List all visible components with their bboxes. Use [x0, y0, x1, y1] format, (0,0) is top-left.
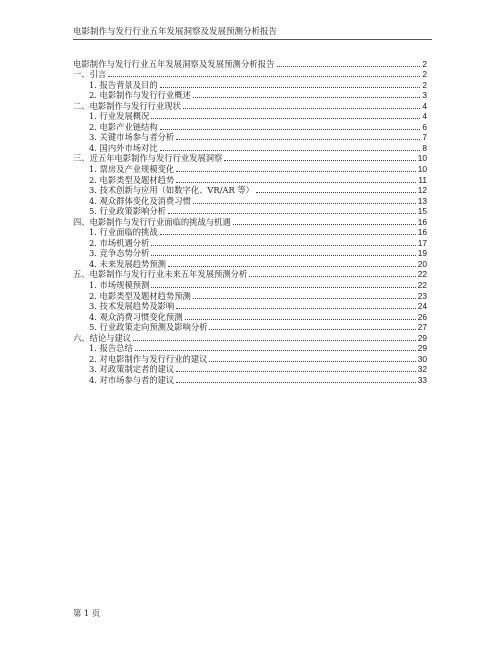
- toc-page-number: 30: [417, 353, 427, 364]
- toc-dot-leader: [224, 160, 415, 161]
- toc-subsection-entry[interactable]: [73, 90, 427, 101]
- toc-entry-label: 4. 观众消费习惯变化预测: [89, 311, 183, 322]
- toc-page-number: 2: [422, 79, 427, 90]
- toc-dot-leader: [183, 108, 421, 109]
- toc-subsection-entry[interactable]: [73, 248, 427, 259]
- toc-page-number: 10: [417, 164, 427, 175]
- toc-subsection-entry[interactable]: [73, 364, 427, 375]
- toc-page-number: 29: [417, 332, 427, 343]
- toc-entry-label: 1. 票房及产业规模变化: [89, 164, 175, 175]
- toc-entry-label: 四、电影制作与发行行业面临的挑战与机遇: [73, 216, 231, 227]
- toc-entry-label: 电影制作与发行行业五年发展洞察及发展预测分析报告: [73, 58, 275, 69]
- toc-dot-leader: [193, 203, 416, 204]
- toc-subsection-entry[interactable]: [73, 132, 427, 143]
- toc-section-entry[interactable]: [73, 332, 427, 343]
- toc-title-entry[interactable]: [73, 58, 427, 69]
- toc-entry-label: 2. 对电影制作与发行行业的建议: [89, 353, 208, 364]
- toc-page-number: 19: [417, 248, 427, 259]
- toc-entry-label: 5. 行业政策影响分析: [89, 206, 166, 217]
- toc-dot-leader: [160, 87, 421, 88]
- toc-section-entry[interactable]: [73, 216, 427, 227]
- toc-page-number: 2: [422, 58, 427, 69]
- toc-page-number: 23: [417, 290, 427, 301]
- toc-subsection-entry[interactable]: [73, 353, 427, 364]
- toc-page-number: 24: [417, 301, 427, 312]
- toc-subsection-entry[interactable]: [73, 227, 427, 238]
- toc-dot-leader: [160, 150, 421, 151]
- toc-entry-label: 2. 市场机遇分析: [89, 237, 150, 248]
- toc-entry-label: 3. 对政策制定者的建议: [89, 364, 175, 375]
- toc-page-number: 15: [417, 206, 427, 217]
- toc-subsection-entry[interactable]: [73, 343, 427, 354]
- toc-section-entry[interactable]: [73, 69, 427, 80]
- toc-subsection-entry[interactable]: [73, 258, 427, 269]
- toc-dot-leader: [151, 287, 415, 288]
- toc-dot-leader: [249, 276, 416, 277]
- toc-page-number: 27: [417, 322, 427, 333]
- toc-subsection-entry[interactable]: [73, 322, 427, 333]
- toc-dot-leader: [176, 182, 416, 183]
- toc-entry-label: 2. 电影类型及题材趋势预测: [89, 290, 191, 301]
- toc-page-number: 26: [417, 311, 427, 322]
- toc-dot-leader: [176, 371, 416, 372]
- toc-entry-label: 3. 技术创新与应用（如数字化、VR/AR 等）: [89, 185, 254, 196]
- toc-subsection-entry[interactable]: [73, 237, 427, 248]
- toc-page-number: 4: [422, 100, 427, 111]
- toc-entry-label: 3. 关键市场参与者分析: [89, 132, 175, 143]
- toc-entry-label: 3. 竞争态势分析: [89, 248, 150, 259]
- toc-dot-leader: [209, 361, 415, 362]
- toc-subsection-entry[interactable]: [73, 185, 427, 196]
- toc-entry-label: 5. 行业政策走向预测及影响分析: [89, 322, 208, 333]
- toc-page-number: 20: [417, 258, 427, 269]
- toc-entry-label: 二、电影制作与发行行业现状: [73, 100, 181, 111]
- toc-subsection-entry[interactable]: [73, 374, 427, 385]
- toc-dot-leader: [151, 255, 415, 256]
- toc-entry-label: 1. 报告背景及目的: [89, 79, 158, 90]
- toc-subsection-entry[interactable]: [73, 79, 427, 90]
- toc-entry-label: 1. 行业面临的挑战: [89, 227, 158, 238]
- toc-entry-label: 4. 国内外市场对比: [89, 142, 158, 153]
- toc-subsection-entry[interactable]: [73, 174, 427, 185]
- toc-section-entry[interactable]: [73, 100, 427, 111]
- toc-dot-leader: [233, 224, 416, 225]
- toc-page-number: 6: [422, 121, 427, 132]
- toc-subsection-entry[interactable]: [73, 142, 427, 153]
- toc-subsection-entry[interactable]: [73, 111, 427, 122]
- toc-dot-leader: [277, 66, 421, 67]
- toc-entry-label: 三、近五年电影制作与发行行业发展洞察: [73, 153, 223, 164]
- toc-entry-label: 4. 未来发展趋势预测: [89, 258, 166, 269]
- toc-subsection-entry[interactable]: [73, 301, 427, 312]
- toc-subsection-entry[interactable]: [73, 311, 427, 322]
- toc-dot-leader: [176, 139, 420, 140]
- toc-page-number: 11: [418, 174, 427, 185]
- page-header: 电影制作与发行行业五年发展洞察及发展预测分析报告: [73, 27, 278, 37]
- toc-section-entry[interactable]: [73, 269, 427, 280]
- toc-page-number: 22: [417, 280, 427, 291]
- toc-entry-label: 1. 报告总结: [89, 343, 133, 354]
- toc-dot-leader: [256, 192, 416, 193]
- toc-page-number: 22: [417, 269, 427, 280]
- toc-dot-leader: [176, 308, 416, 309]
- toc-entry-label: 4. 对市场参与者的建议: [89, 374, 175, 385]
- toc-entry-label: 3. 技术发展趋势及影响: [89, 301, 175, 312]
- toc-dot-leader: [135, 350, 416, 351]
- toc-dot-leader: [193, 298, 416, 299]
- toc-page-number: 33: [417, 374, 427, 385]
- toc-dot-leader: [108, 76, 420, 77]
- toc-page-number: 12: [417, 185, 427, 196]
- toc-dot-leader: [193, 97, 421, 98]
- toc-page-number: 4: [422, 111, 427, 122]
- toc-dot-leader: [151, 118, 420, 119]
- header-divider: [73, 39, 432, 40]
- toc-subsection-entry[interactable]: [73, 206, 427, 217]
- toc-dot-leader: [160, 129, 421, 130]
- toc-page-number: 17: [417, 237, 427, 248]
- toc-dot-leader: [176, 382, 416, 383]
- toc-subsection-entry[interactable]: [73, 121, 427, 132]
- toc-dot-leader: [151, 245, 415, 246]
- toc-page-number: 2: [422, 69, 427, 80]
- toc-page-number: 13: [417, 195, 427, 206]
- table-of-contents: [73, 58, 427, 385]
- toc-page-number: 3: [422, 90, 427, 101]
- toc-page-number: 8: [422, 142, 427, 153]
- toc-entry-label: 1. 行业发展概况: [89, 111, 150, 122]
- toc-subsection-entry[interactable]: [73, 290, 427, 301]
- toc-entry-label: 一、引言: [73, 69, 107, 80]
- toc-page-number: 29: [417, 343, 427, 354]
- toc-entry-label: 1. 市场规模预测: [89, 280, 150, 291]
- toc-page-number: 10: [417, 153, 427, 164]
- toc-dot-leader: [133, 340, 416, 341]
- toc-dot-leader: [168, 266, 416, 267]
- toc-entry-label: 4. 观众群体变化及消费习惯: [89, 195, 191, 206]
- page-number-footer: 第 1 页: [73, 608, 101, 618]
- toc-dot-leader: [160, 234, 416, 235]
- toc-entry-label: 2. 电影产业链结构: [89, 121, 158, 132]
- toc-subsection-entry[interactable]: [73, 163, 427, 174]
- toc-entry-label: 2. 电影制作与发行行业概述: [89, 90, 191, 101]
- toc-page-number: 32: [417, 364, 427, 375]
- toc-dot-leader: [176, 171, 416, 172]
- toc-section-entry[interactable]: [73, 153, 427, 164]
- toc-page-number: 16: [417, 216, 427, 227]
- toc-page-number: 16: [417, 227, 427, 238]
- toc-entry-label: 六、结论与建议: [73, 332, 132, 343]
- toc-entry-label: 2. 电影类型及题材趋势: [89, 174, 175, 185]
- toc-entry-label: 五、电影制作与发行行业未来五年发展预测分析: [73, 269, 248, 280]
- toc-dot-leader: [185, 319, 416, 320]
- toc-dot-leader: [168, 213, 416, 214]
- toc-dot-leader: [209, 329, 415, 330]
- toc-subsection-entry[interactable]: [73, 195, 427, 206]
- toc-subsection-entry[interactable]: [73, 279, 427, 290]
- toc-page-number: 7: [422, 132, 427, 143]
